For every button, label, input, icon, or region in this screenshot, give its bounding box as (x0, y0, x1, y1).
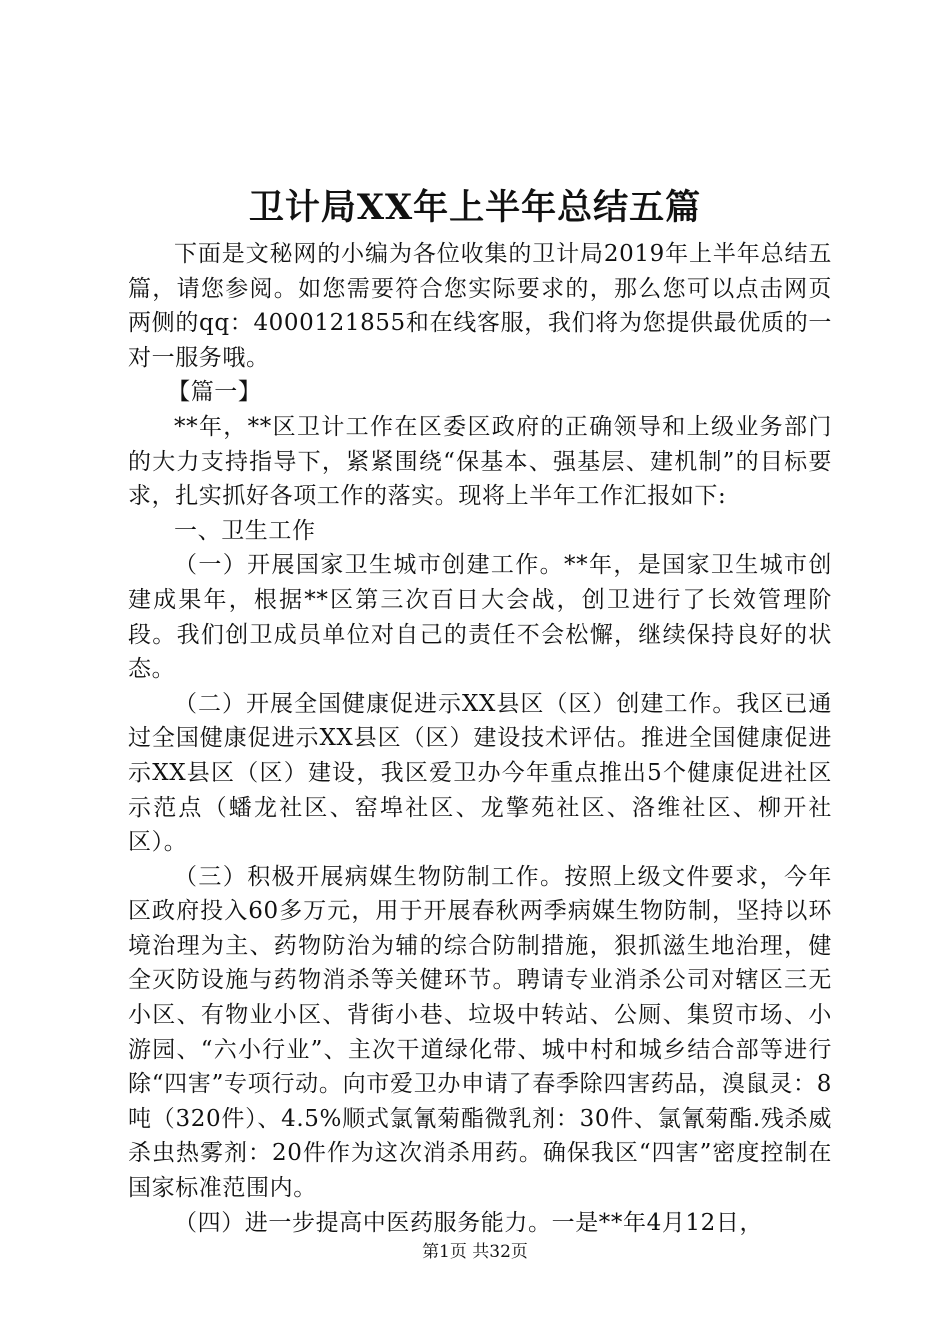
page-footer: 第1页 共32页 (422, 1242, 528, 1262)
summary-paragraph: **年，**区卫计工作在区委区政府的正确领导和上级业务部门的大力支持指导下，紧紧围绕“保基本、强基层、建机制”的目标要求，扎实抓好各项工作的落实。现将上半年工作汇报如下: (128, 413, 832, 510)
item-paragraph-2: （二）开展全国健康促进示XX县区（区）创建工作。我区已通过全国健康促进示XX县区（区）建设技术评估。推进全国健康促进示XX县区（区）建设，我区爱卫办今年重点推出5个健康促进社区示范点（蟠龙社区、窑埠社区、龙擎苑社区、洛维社区、柳开社区）。 (128, 690, 832, 856)
document-title: 卫计局XX年上半年总结五篇 (248, 187, 702, 228)
item-paragraph-4: （四）进一步提高中医药服务能力。一是**年4月12日， (174, 1209, 764, 1236)
item-paragraph-1: （一）开展国家卫生城市创建工作。**年，是国家卫生城市创建成果年，根据**区第三次百日大会战，创卫进行了长效管理阶段。我们创卫成员单位对自己的责任不会松懈，继续保持良好的状态。 (128, 552, 832, 683)
intro-paragraph: 下面是文秘网的小编为各位收集的卫计局2019年上半年总结五篇，请您参阅。如您需要符合您实际要求的，那么您可以点击网页两侧的qq：4000121855和在线客服，我们将为您提供最优质的一对一服务哦。 (128, 241, 832, 371)
item-paragraph-3: （三）积极开展病媒生物防制工作。按照上级文件要求，今年区政府投入60多万元，用于开展春秋两季病媒生物防制，坚持以环境治理为主、药物防治为辅的综合防制措施，狠抓滋生地治理，健全灭防设施与药物消杀等关健环节。聘请专业消杀公司对辖区三无小区、有物业小区、背街小巷、垃圾中转站、公厕、集贸市场、小游园、“六小行业”、主次干道绿化带、城中村和城乡结合部等进行除“四害”专项行动。向市爱卫办申请了春季除四害药品，溴鼠灵：8吨（320件）、4.5%顺式氯氰菊酯微乳剂：30件、氯氰菊酯.残杀威杀虫热雾剂：20件作为这次消杀用药。确保我区“四害”密度控制在国家标准范围内。 (128, 863, 832, 1202)
document-body (128, 237, 832, 1240)
section-heading: 一、卫生工作 (174, 517, 316, 544)
section-label: 【篇一】 (167, 379, 262, 406)
